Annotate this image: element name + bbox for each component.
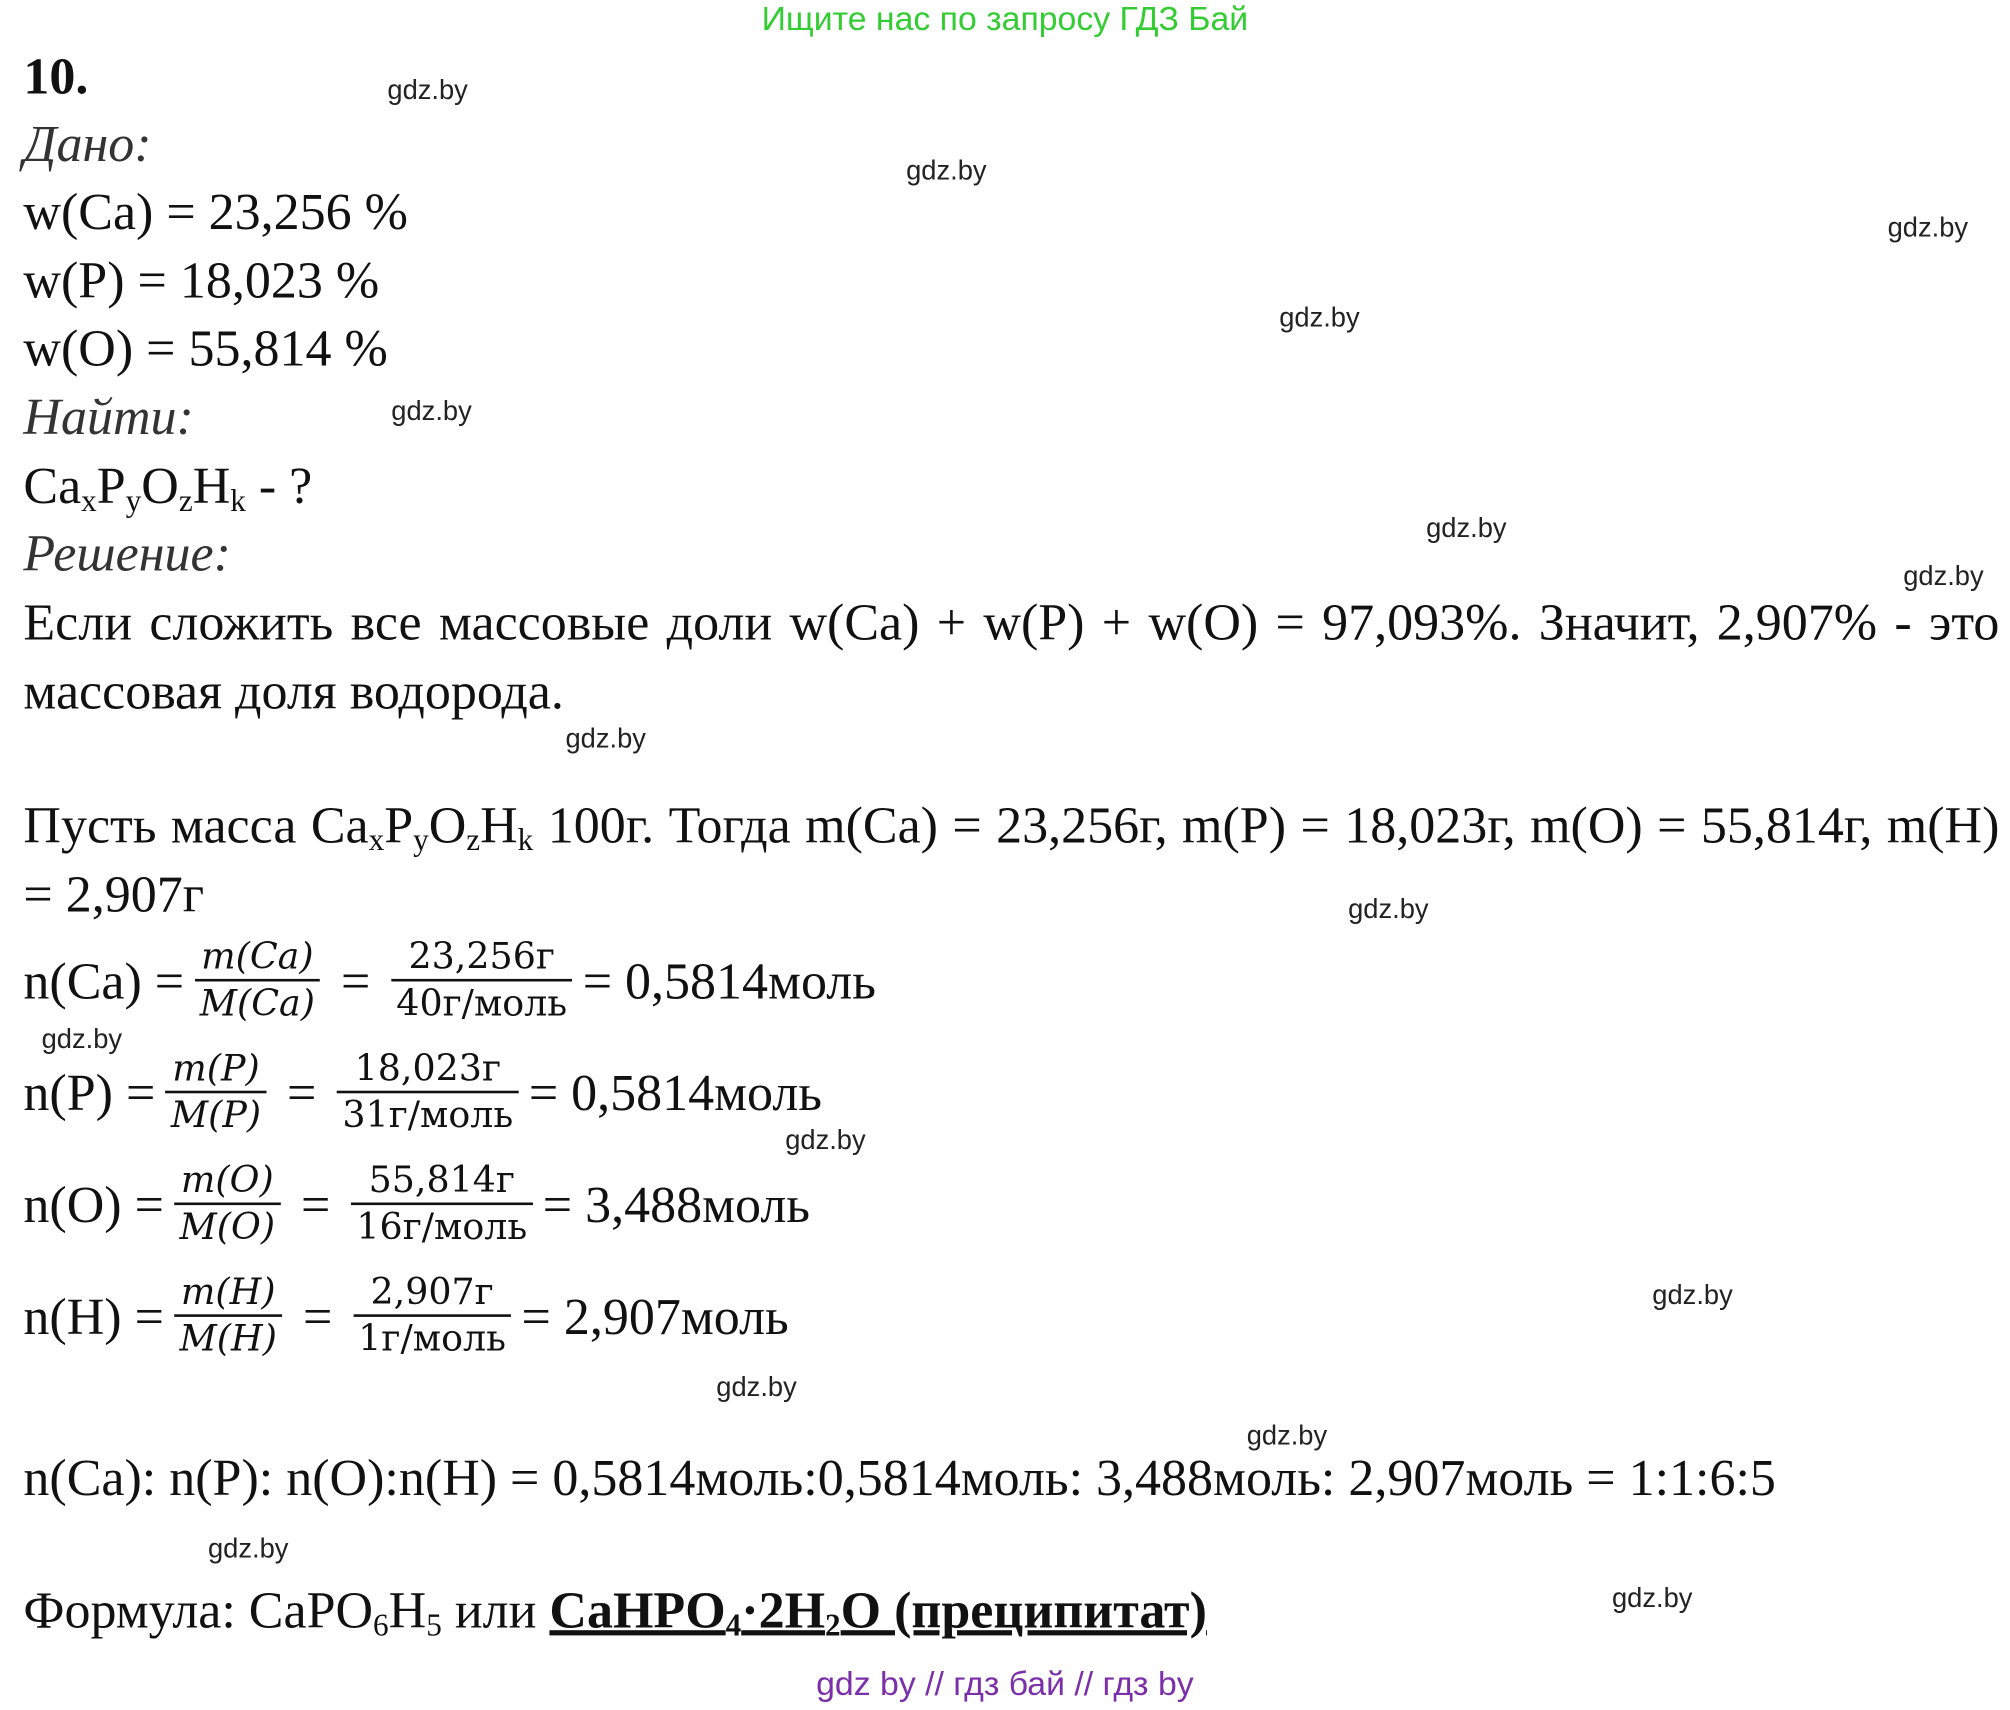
footer-links: gdz by // гдз бай // гдз by [816,1664,1194,1703]
watermark: gdz.by [1903,561,1984,592]
watermark: gdz.by [208,1534,289,1564]
paragraph-hydrogen: Если сложить все массовые доли w(Ca) + w(P) + w(O) = 97,093%. Значит, 2,907% - это массовая доля водорода. [23,592,2000,721]
paragraph-masses: Пусть масса $Ca_xP_yO_zH_k$ 100г. Тогда m(Ca) = 23,256г, m(P) = 18,023г, m(O) = 55,814г, m(H) = 2,907г [23,795,2000,923]
watermark: gdz.by [387,75,468,106]
watermark: gdz.by [1246,1420,1328,1451]
solution-heading: Решение: [23,523,231,583]
watermark: gdz.by [41,1024,123,1055]
final-formula: $CaHPO_4\cdot 2H_2O$ (преципитат) [549,1580,1207,1644]
find-heading: Найти: [23,387,194,446]
watermark: gdz.by [785,1125,866,1156]
equation-n-ca: n(Ca) = $\frac{m(Ca)}{M(Ca)}$ = $\frac{23,256г}{\text{40г/моль}}$ = 0,5814моль [23,934,876,1025]
watermark: gdz.by [1612,1583,1693,1614]
watermark: gdz.by [1426,513,1507,544]
given-heading: Дано: [23,114,152,173]
given-ca: w(Ca) = 23,256 % [23,182,408,241]
equation-n-p: n(P) = $\frac{m(P)}{M(P)}$ = $\frac{18,023г}{\text{31г/моль}}$ = 0,5814моль [23,1046,823,1137]
search-banner: Ищите нас по запросу ГДЗ Бай [761,0,1249,38]
watermark: gdz.by [1887,213,1969,244]
given-p: w(P) = 18,023 % [23,250,380,310]
ratio-line: n(Ca): n(P): n(O):n(H) = 0,5814моль:0,5814моль: 3,488моль: 2,907моль = 1:1:6:5 [23,1448,1776,1507]
watermark: gdz.by [565,724,646,754]
watermark: gdz.by [1348,894,1429,925]
watermark: gdz.by [391,396,472,427]
equation-n-h: n(H) = $\frac{m(H)}{M(H)}$ = $\frac{2,907г}{\text{1г/моль}}$ = 2,907моль [23,1270,789,1360]
watermark: gdz.by [716,1372,797,1403]
equation-n-o: n(O) = $\frac{m(O)}{M(O)}$ = $\frac{55,814г}{\text{16г/моль}}$ = 3,488моль [23,1158,811,1248]
watermark: gdz.by [906,156,987,186]
find-formula: $Ca_xP_yO_zH_k$ - ? [23,456,313,519]
watermark: gdz.by [1279,302,1360,333]
formula-line: Формула: $CaPO_6H_5$ или $CaHPO_4\cdot 2H_2O$ (преципитат) [23,1580,1207,1644]
given-o: w(O) = 55,814 % [23,318,388,377]
problem-number: 10. [23,46,89,106]
watermark: gdz.by [1652,1280,1733,1311]
